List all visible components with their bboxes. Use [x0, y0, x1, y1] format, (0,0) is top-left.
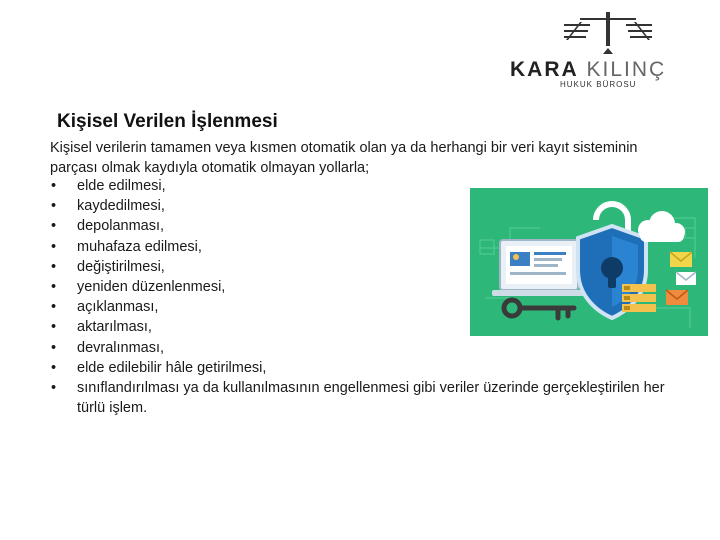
scales-of-justice-icon — [500, 10, 710, 60]
company-logo — [500, 10, 710, 90]
bullet-icon: • — [51, 238, 57, 255]
logo-subtitle: HUKUK BÜROSU — [560, 80, 637, 89]
list-item-text: değiştirilmesi, — [77, 258, 165, 275]
list-item — [50, 378, 680, 418]
list-item-text: sınıflandırılması ya da kullanılmasının engellenmesi gibi veriler üzerinde gerçekleştirilen her türlü işlem. — [77, 380, 665, 417]
database-icon — [622, 284, 656, 312]
list-item — [50, 338, 680, 358]
bullet-icon: • — [51, 279, 57, 296]
list-item — [50, 358, 680, 378]
bullet-icon: • — [51, 359, 57, 376]
logo-name-part2: KILINÇ — [586, 58, 667, 81]
bullet-icon: • — [51, 218, 57, 235]
list-item-text: yeniden düzenlenmesi, — [77, 279, 226, 296]
list-item-text: kaydedilmesi, — [77, 198, 165, 215]
logo-name-part1: KARA — [510, 58, 579, 81]
laptop-icon — [492, 240, 586, 296]
list-item-text: elde edilebilir hâle getirilmesi, — [77, 359, 267, 376]
list-item-text: aktarılması, — [77, 319, 152, 336]
bullet-icon: • — [51, 319, 57, 336]
list-item-text: devralınması, — [77, 339, 165, 356]
intro-paragraph: Kişisel verilerin tamamen veya kısmen otomatik olan ya da herhangi bir veri kayıt sisteminin parçası olmak kaydıyla otomatik olmayan yollarla; — [50, 140, 638, 176]
list-item-text: depolanması, — [77, 218, 165, 235]
list-item-text: muhafaza edilmesi, — [77, 238, 202, 255]
bullet-icon: • — [51, 258, 57, 275]
bullet-icon: • — [51, 178, 57, 194]
list-item-text: açıklanması, — [77, 299, 159, 316]
bullet-icon: • — [51, 380, 57, 397]
logo-wordmark — [510, 58, 666, 82]
data-security-illustration — [470, 188, 708, 336]
bullet-icon: • — [51, 339, 57, 356]
bullet-icon: • — [51, 198, 57, 215]
list-item-text: elde edilmesi, — [77, 178, 166, 194]
bullet-icon: • — [51, 299, 57, 316]
page-title: Kişisel Verilen İşlenmesi — [57, 111, 278, 132]
